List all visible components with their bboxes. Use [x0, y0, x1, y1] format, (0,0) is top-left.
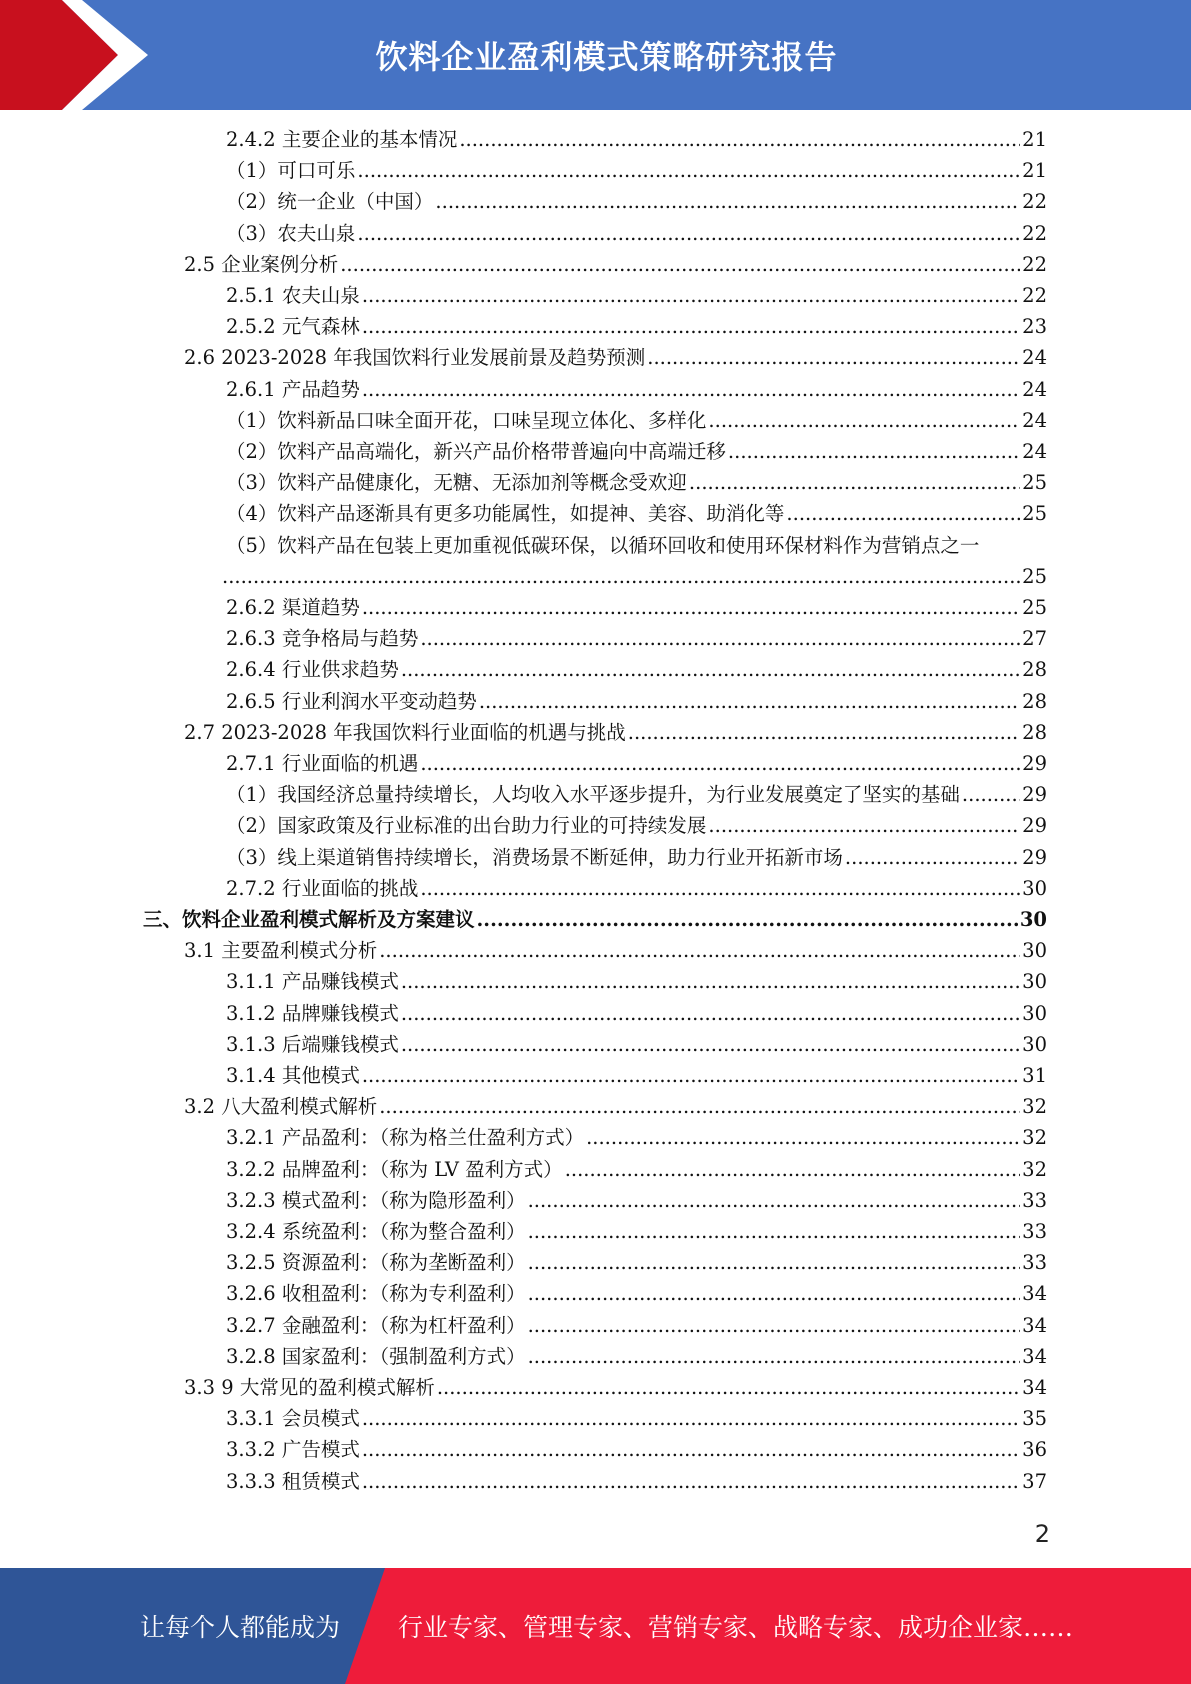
toc-entry[interactable]	[226, 751, 1047, 777]
toc-entry-text: 3.2.5 资源盈利：（称为垄断盈利）	[226, 1251, 526, 1275]
toc-entry-text: （5）饮料产品在包装上更加重视低碳环保，以循环回收和使用环保材料作为营销点之一	[226, 533, 980, 557]
toc-entry[interactable]	[184, 1375, 1047, 1401]
toc-leader-dots	[647, 345, 1020, 371]
toc-entry[interactable]	[184, 1094, 1047, 1120]
toc-page-number: 25	[1022, 596, 1047, 619]
toc-leader-dots	[689, 470, 1020, 496]
toc-entry[interactable]	[226, 1157, 1047, 1183]
toc-page-number: 36	[1022, 1438, 1047, 1462]
toc-page-number: 27	[1022, 627, 1047, 651]
toc-page-number: 32	[1022, 1126, 1047, 1150]
toc-page-number: 24	[1022, 377, 1047, 401]
toc-entry[interactable]	[226, 189, 1047, 215]
toc-entry[interactable]	[226, 1125, 1047, 1151]
toc-page-number: 22	[1022, 284, 1047, 307]
toc-leader-dots	[222, 564, 1020, 590]
toc-entry-text: （1）我国经济总量持续增长，人均收入水平逐步提升，为行业发展奠定了坚实的基础	[226, 783, 960, 807]
toc-page-number: 30	[1019, 908, 1047, 931]
toc-page-number: 29	[1022, 814, 1047, 838]
toc-leader-dots	[362, 283, 1020, 309]
toc-entry[interactable]	[226, 439, 1047, 465]
toc-page-number: 24	[1022, 408, 1047, 432]
toc-page-number: 31	[1022, 1064, 1047, 1087]
toc-leader-dots	[845, 845, 1020, 871]
toc-page-number: 30	[1022, 970, 1047, 994]
toc-page-number: 25	[1022, 502, 1047, 526]
toc-leader-dots	[528, 1188, 1021, 1214]
toc-leader-dots	[401, 969, 1020, 995]
toc-entry-text: 3.2.2 品牌盈利：（称为 LV 盈利方式）	[226, 1157, 563, 1181]
toc-entry[interactable]	[226, 969, 1047, 995]
toc-entry[interactable]	[226, 408, 1047, 434]
toc-page-number: 24	[1022, 440, 1047, 463]
toc-leader-dots	[528, 1250, 1021, 1276]
footer-slogan-left: 让每个人都能成为	[140, 1613, 341, 1642]
toc-entry-text: 3.3.2 广告模式	[226, 1438, 360, 1462]
toc-leader-dots	[962, 782, 1020, 808]
toc-entry[interactable]	[226, 127, 1047, 153]
toc-leader-dots	[708, 408, 1020, 434]
toc-page-number: 30	[1022, 939, 1047, 963]
toc-entry[interactable]	[226, 314, 1047, 340]
toc-entry-text: 3.2.1 产品盈利：（称为格兰仕盈利方式）	[226, 1126, 585, 1150]
toc-leader-dots	[528, 1313, 1021, 1339]
toc-entry-text: 2.7.2 行业面临的挑战	[226, 876, 419, 900]
toc-entry[interactable]	[226, 1219, 1047, 1245]
toc-page-number: 34	[1022, 1376, 1047, 1399]
toc-leader-dots	[528, 1219, 1021, 1245]
toc-leader-dots	[362, 377, 1020, 403]
toc-page-number: 21	[1022, 159, 1047, 183]
toc-entry[interactable]	[226, 283, 1047, 309]
toc-entry[interactable]	[226, 158, 1047, 184]
toc-entry[interactable]	[226, 1281, 1047, 1307]
toc-entry-text: 3.2.6 收租盈利：（称为专利盈利）	[226, 1282, 526, 1306]
toc-leader-dots	[420, 751, 1020, 777]
toc-leader-dots	[586, 1125, 1020, 1151]
toc-page-number: 35	[1022, 1407, 1047, 1431]
toc-entry[interactable]	[226, 1437, 1047, 1463]
page-header	[0, 0, 1191, 110]
toc-entry[interactable]	[226, 657, 1047, 683]
toc-entry-text: 3.1.3 后端赚钱模式	[226, 1032, 399, 1056]
toc-page-number: 22	[1022, 190, 1047, 214]
toc-entry[interactable]	[226, 501, 1047, 527]
toc-leader-dots	[401, 1032, 1020, 1058]
toc-page-number: 28	[1022, 720, 1047, 744]
toc-entry-text: 2.5.2 元气森林	[226, 315, 360, 339]
toc-entry[interactable]	[226, 782, 1047, 808]
toc-entry-text: 2.5.1 农夫山泉	[226, 284, 360, 307]
toc-page-number: 28	[1022, 658, 1047, 682]
toc-leader-dots	[728, 439, 1020, 465]
toc-leader-dots	[786, 501, 1020, 527]
toc-entry[interactable]	[226, 221, 1047, 247]
toc-entry[interactable]	[226, 1469, 1047, 1495]
toc-leader-dots	[437, 1375, 1020, 1401]
toc-entry[interactable]	[226, 1313, 1047, 1339]
toc-leader-dots	[362, 1406, 1020, 1432]
page-number: 2	[1034, 1520, 1050, 1548]
toc-entry-text: 2.6.3 竞争格局与趋势	[226, 627, 419, 651]
toc-page-number: 34	[1022, 1344, 1047, 1368]
toc-entry-text: （2）饮料产品高端化，新兴产品价格带普遍向中高端迁移	[226, 440, 726, 463]
toc-leader-dots	[420, 626, 1020, 652]
toc-entry-text: （4）饮料产品逐渐具有更多功能属性，如提神、美容、助消化等	[226, 502, 785, 526]
toc-entry-text: 2.6.4 行业供求趋势	[226, 658, 399, 682]
toc-page-number: 29	[1022, 752, 1047, 775]
toc-leader-dots	[357, 221, 1020, 247]
toc-entry[interactable]	[226, 689, 1047, 715]
toc-page-number: 25	[1022, 564, 1047, 588]
toc-leader-dots	[379, 1094, 1020, 1120]
toc-entry-text: （3）线上渠道销售持续增长，消费场景不断延伸，助力行业开拓新市场	[226, 845, 843, 869]
toc-page-number: 30	[1022, 1001, 1047, 1025]
toc-entry-text: 3.1.1 产品赚钱模式	[226, 970, 399, 994]
toc-entry-text: 2.5 企业案例分析	[184, 252, 339, 276]
toc-entry-text: （3）农夫山泉	[226, 221, 356, 245]
toc-leader-dots	[708, 813, 1020, 839]
toc-entry[interactable]	[184, 720, 1047, 746]
toc-leader-dots	[340, 252, 1020, 278]
toc-page-number: 22	[1022, 221, 1047, 245]
toc-entry[interactable]	[226, 470, 1047, 496]
toc-leader-dots	[479, 689, 1020, 715]
toc-page-number: 24	[1022, 346, 1047, 370]
toc-page-number: 37	[1022, 1469, 1047, 1493]
toc-entry-text: 3.2.3 模式盈利：（称为隐形盈利）	[226, 1188, 526, 1212]
toc-page-number: 29	[1022, 783, 1047, 807]
toc-entry-text: 2.7.1 行业面临的机遇	[226, 752, 419, 775]
toc-leader-dots	[401, 657, 1020, 683]
toc-page-number: 33	[1022, 1188, 1047, 1212]
toc-page-number: 32	[1022, 1157, 1047, 1181]
toc-entry-text: （1）可口可乐	[226, 159, 356, 183]
toc-entry-text: 3.1.2 品牌赚钱模式	[226, 1001, 399, 1025]
toc-entry[interactable]	[226, 1344, 1047, 1370]
toc-leader-dots	[435, 189, 1020, 215]
toc-leader-dots	[528, 1281, 1021, 1307]
toc-entry-text: （2）统一企业（中国）	[226, 190, 434, 214]
toc-page-number: 22	[1022, 252, 1047, 276]
toc-entry-text: 2.4.2 主要企业的基本情况	[226, 128, 458, 151]
footer-slogan-right: 行业专家、管理专家、营销专家、战略专家、成功企业家……	[398, 1613, 1074, 1642]
toc-entry[interactable]	[226, 845, 1047, 871]
toc-entry[interactable]	[184, 345, 1047, 371]
toc-entry[interactable]	[226, 1188, 1047, 1214]
toc-entry[interactable]	[226, 377, 1047, 403]
toc-page-number: 30	[1022, 1032, 1047, 1056]
toc-page-number: 33	[1022, 1251, 1047, 1275]
toc-page-number: 33	[1022, 1220, 1047, 1243]
toc-entry[interactable]	[220, 564, 1047, 590]
toc-page-number: 32	[1022, 1095, 1047, 1119]
toc-leader-dots	[362, 1437, 1020, 1463]
toc-leader-dots	[420, 876, 1020, 902]
toc-entry[interactable]	[226, 1250, 1047, 1276]
toc-entry-text: 3.1 主要盈利模式分析	[184, 939, 378, 963]
toc-leader-dots	[362, 1063, 1020, 1089]
toc-entry[interactable]	[226, 1001, 1047, 1027]
toc-leader-dots	[528, 1344, 1021, 1370]
toc-entry-text: 2.6.5 行业利润水平变动趋势	[226, 689, 477, 713]
toc-entry[interactable]	[184, 252, 1047, 278]
toc-page-number: 23	[1022, 315, 1047, 339]
toc-entry[interactable]	[226, 1063, 1047, 1089]
toc-page-number: 21	[1022, 128, 1047, 151]
toc-leader-dots	[401, 1001, 1020, 1027]
toc-entry[interactable]	[226, 626, 1047, 652]
toc-entry-text: 2.7 2023-2028 年我国饮料行业面临的机遇与挑战	[184, 720, 626, 744]
toc-leader-dots	[362, 595, 1020, 621]
toc-entry-text: （1）饮料新品口味全面开花，口味呈现立体化、多样化	[226, 408, 707, 432]
toc-entry[interactable]	[184, 938, 1047, 964]
toc-entry-text: 3.3.3 租赁模式	[226, 1469, 360, 1493]
toc-entry[interactable]	[226, 1032, 1047, 1058]
toc-leader-dots	[459, 127, 1020, 153]
toc-entry[interactable]	[226, 595, 1047, 621]
toc-entry-text: 三、饮料企业盈利模式解析及方案建议	[143, 908, 475, 931]
toc-entry[interactable]	[226, 1406, 1047, 1432]
toc-entry-text: 3.1.4 其他模式	[226, 1064, 360, 1087]
toc-entry-text: 2.6.2 渠道趋势	[226, 596, 360, 619]
toc-entry[interactable]	[226, 876, 1047, 902]
toc-entry-text: 2.6.1 产品趋势	[226, 377, 360, 401]
toc-leader-dots	[362, 314, 1020, 340]
toc-entry-text: 3.2.8 国家盈利：（强制盈利方式）	[226, 1344, 526, 1368]
page-footer	[0, 1568, 1191, 1684]
report-title: 饮料企业盈利模式策略研究报告	[375, 38, 838, 76]
toc-leader-dots	[628, 720, 1020, 746]
toc-page-number: 29	[1022, 845, 1047, 869]
toc-page-number: 25	[1022, 471, 1047, 495]
toc-entry-text: （3）饮料产品健康化，无糖、无添加剂等概念受欢迎	[226, 471, 687, 495]
toc-page-number: 30	[1022, 876, 1047, 900]
toc-leader-dots	[362, 1469, 1020, 1495]
toc-leader-dots	[477, 907, 1018, 933]
toc-entry-text: （2）国家政策及行业标准的出台助力行业的可持续发展	[226, 814, 707, 838]
toc-leader-dots	[379, 938, 1020, 964]
toc-leader-dots	[357, 158, 1020, 184]
toc-entry[interactable]	[226, 813, 1047, 839]
toc-page-number: 34	[1022, 1313, 1047, 1337]
toc-entry-text: 3.3.1 会员模式	[226, 1407, 360, 1431]
toc-entry[interactable]	[143, 907, 1047, 933]
toc-entry-text: 2.6 2023-2028 年我国饮料行业发展前景及趋势预测	[184, 346, 646, 370]
toc-entry-text: 3.2 八大盈利模式解析	[184, 1095, 378, 1119]
toc-page-number: 34	[1022, 1282, 1047, 1306]
toc-entry-text: 3.2.7 金融盈利：（称为杠杆盈利）	[226, 1313, 526, 1337]
toc-leader-dots	[565, 1157, 1020, 1183]
toc-entry-text: 3.3 9 大常见的盈利模式解析	[184, 1376, 435, 1399]
toc-page-number: 28	[1022, 689, 1047, 713]
toc-entry-text: 3.2.4 系统盈利：（称为整合盈利）	[226, 1220, 526, 1243]
